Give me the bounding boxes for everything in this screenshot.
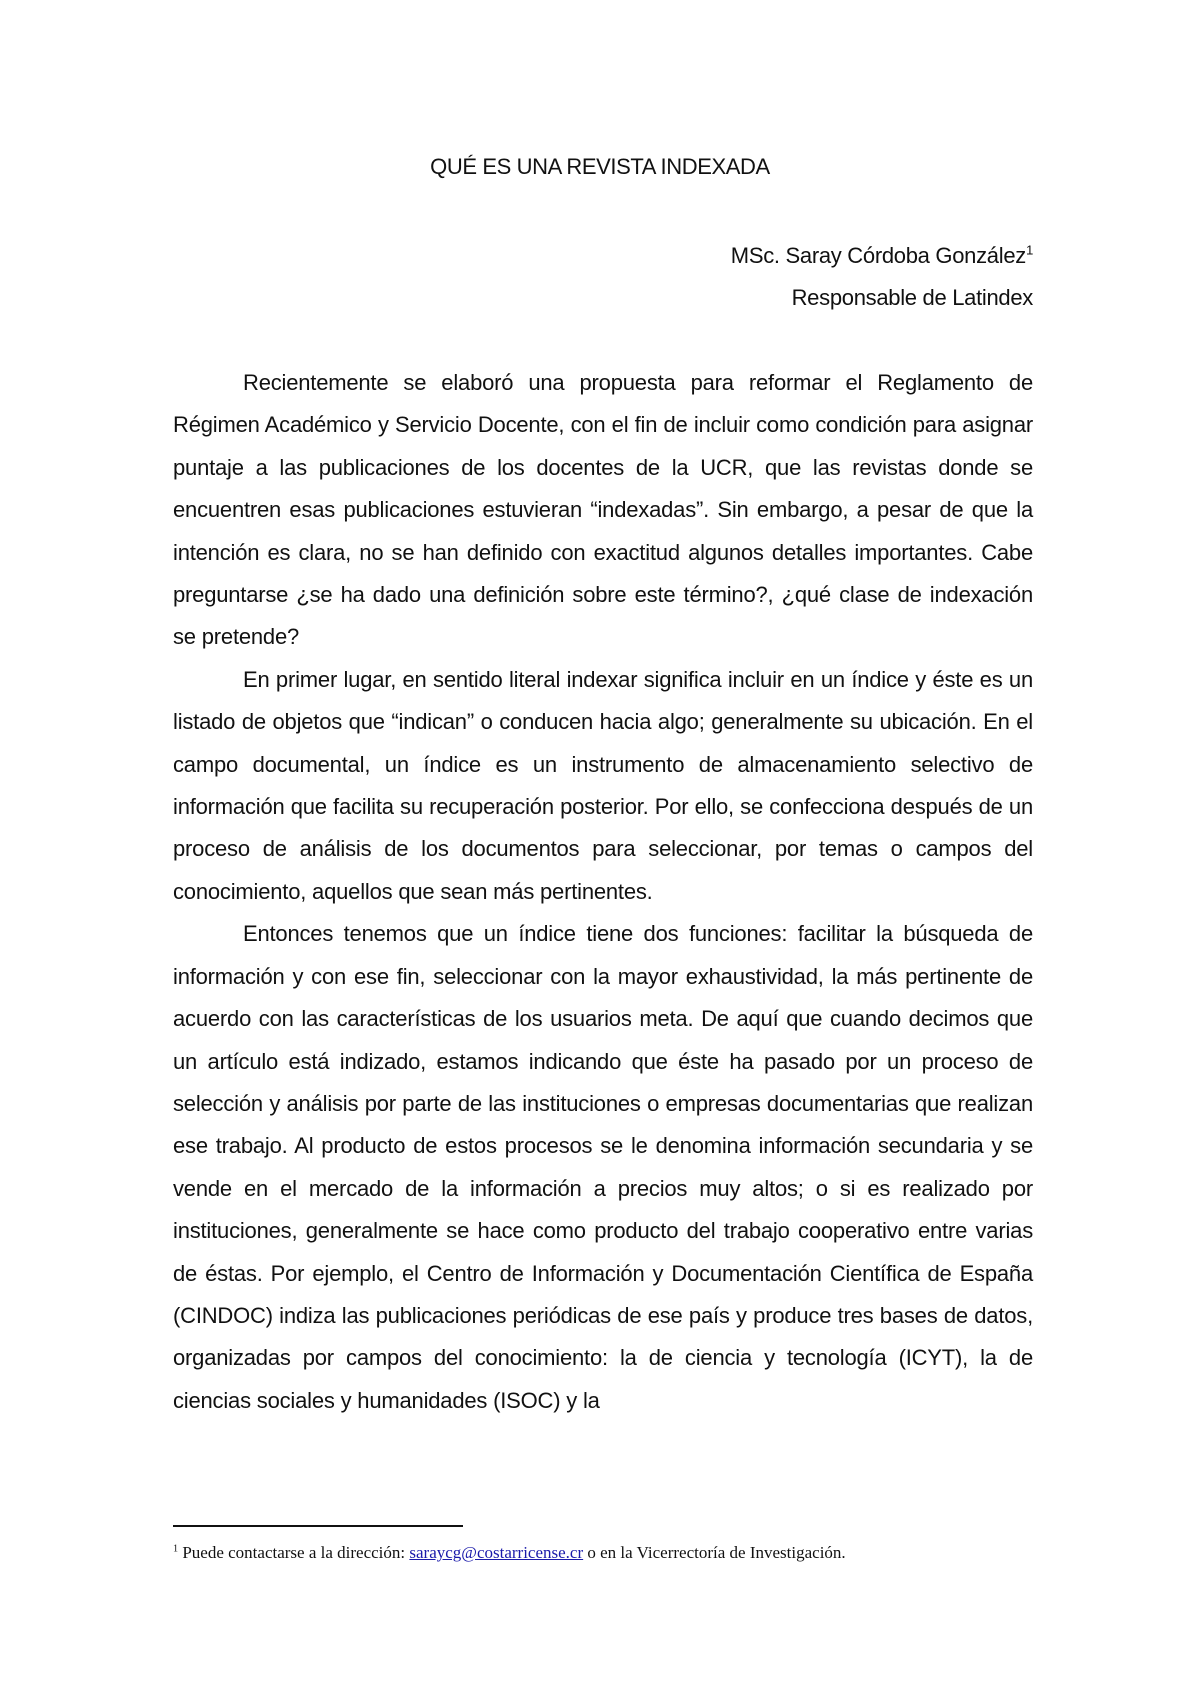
document-body bbox=[173, 362, 1033, 1422]
footnote-text-after: o en la Vicerrectoría de Investigación. bbox=[583, 1543, 846, 1562]
author-role: Responsable de Latindex bbox=[791, 285, 1033, 310]
paragraph: En primer lugar, en sentido literal indexar significa incluir en un índice y éste es un listado de objetos que “indican” o conducen hacia algo; generalmente su ubicación. En el campo documental, un índice es un instrumento de almacenamiento selectivo de información que facilita su recuperación posterior. Por ello, se confecciona después de un proceso de análisis de los documentos para seleccionar, por temas o campos del conocimiento, aquellos que sean más pertinentes. bbox=[173, 666, 1033, 904]
footnote-text-before: Puede contactarse a la dirección: bbox=[182, 1543, 410, 1562]
author-line bbox=[731, 243, 1033, 269]
paragraph: Entonces tenemos que un índice tiene dos funciones: facilitar la búsqueda de información y con ese fin, seleccionar con la mayor exhaustividad, la más pertinente de acuerdo con las características de los usuarios meta. De aquí que cuando decimos que un artículo está indizado, estamos indicando que éste ha pasado por un proceso de selección y análisis por parte de las instituciones o empresas documentarias que realizan ese trabajo. Al producto de estos procesos se le denomina información secundaria y se vende en el mercado de la información a precios muy altos; o si es realizado por instituciones, generalmente se hace como producto del trabajo cooperativo entre varias de éstas. Por ejemplo, el Centro de Información y Documentación Científica de España (CINDOC) indiza las publicaciones periódicas de ese país y produce tres bases de datos, organizadas por campos del conocimiento: la de ciencia y tecnología (ICYT), la de ciencias sociales y humanidades (ISOC) y la bbox=[173, 921, 1033, 1413]
footnote bbox=[173, 1543, 846, 1563]
footnote-separator bbox=[173, 1525, 463, 1527]
author-name: MSc. Saray Córdoba González bbox=[730, 243, 1026, 268]
paragraph: Recientemente se elaboró una propuesta para reformar el Reglamento de Régimen Académico y Servicio Docente, con el fin de incluir como condición para asignar puntaje a las publicaciones de los docentes de la UCR, que las revistas donde se encuentren esas publicaciones estuvieran “indexadas”. Sin embargo, a pesar de que la intención es clara, no se han definido con exactitud algunos detalles importantes. Cabe preguntarse ¿se ha dado una definición sobre este término?, ¿qué clase de indexación se pretende? bbox=[173, 370, 1033, 650]
author-footnote-mark: 1 bbox=[1025, 242, 1033, 258]
footnote-mark: 1 bbox=[173, 1543, 179, 1555]
footnote-email-link[interactable]: saraycg@costarricense.cr bbox=[409, 1543, 584, 1562]
document-title: QUÉ ES UNA REVISTA INDEXADA bbox=[430, 154, 770, 179]
